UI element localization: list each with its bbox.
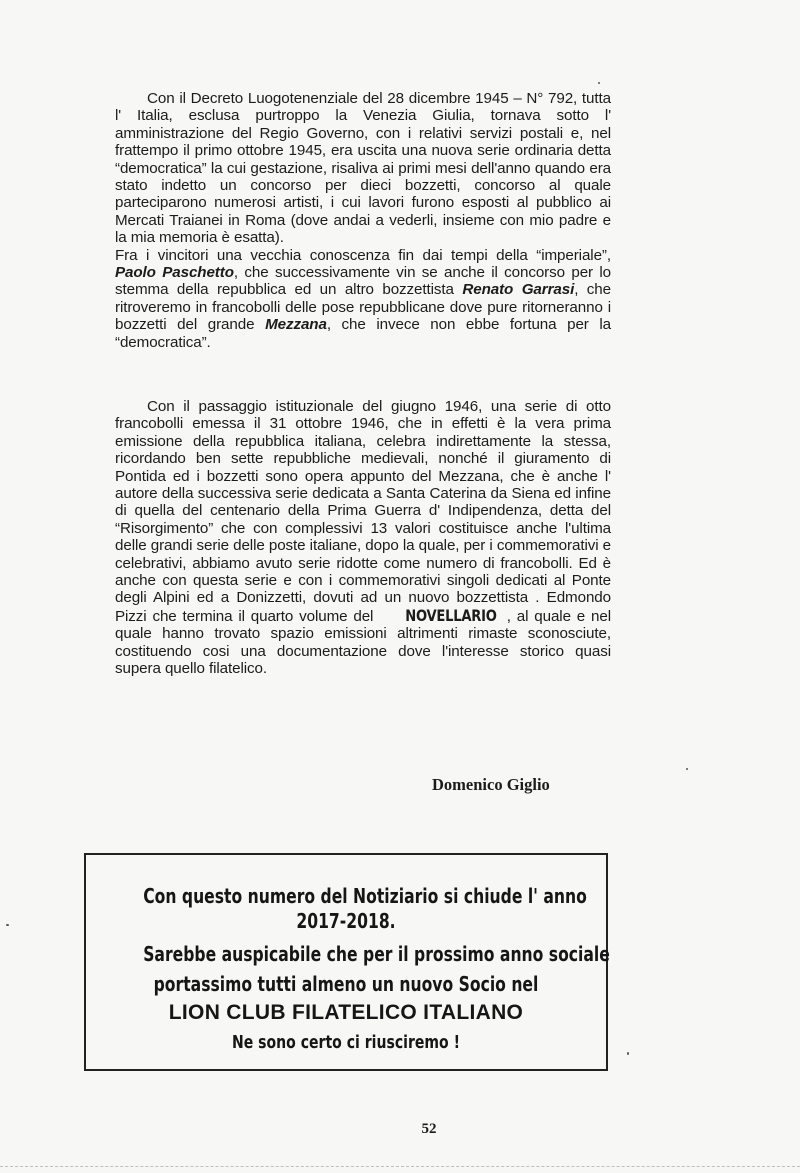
body-paragraph-1 — [115, 90, 611, 351]
paragraph-text: , che invece non ebbe fortuna per la “democratica”. — [115, 316, 611, 351]
notice-line: Ne sono certo ci riusciremo ! — [232, 1032, 460, 1053]
notice-line: portassimo tutti almeno un nuovo Socio nel — [153, 972, 539, 996]
paragraph-passaggio — [115, 398, 611, 678]
paragraph-text: , al quale e nel quale hanno trovato spazio emissioni altrimenti rimaste sconosciute, costituendo cosi una documentazione dove l'interesse storico quasi supera quello filatelico. — [115, 607, 611, 678]
notice-line: Con questo numero del Notiziario si chiude l' anno — [143, 884, 587, 908]
author-signature: Domenico Giglio — [432, 775, 550, 794]
notice-line: Sarebbe auspicabile che per il prossimo anno sociale — [143, 942, 610, 966]
scan-speck — [686, 768, 688, 770]
paragraph-text: , che successivamente vin se anche il concorso per lo stemma della repubblica ed un altro bozzettista — [115, 264, 611, 299]
body-paragraph-2 — [115, 398, 611, 678]
scan-speck — [6, 924, 9, 926]
paragraph-decreto — [115, 90, 611, 351]
page-number: 52 — [421, 1121, 437, 1137]
notice-box — [84, 853, 608, 1071]
notice-line: 2017-2018. — [296, 909, 396, 933]
paragraph-text: Fra i vincitori una vecchia conoscenza fin dai tempi della “imperiale”, — [115, 246, 611, 264]
paragraph-text: , che ritroveremo in francobolli delle pose repubblicane dove pure ritorneranno i bozzetti del grande — [115, 281, 611, 334]
artist-name: Paolo Paschetto — [115, 264, 234, 282]
paragraph-text: Con il passaggio istituzionale del giugno 1946, una serie di otto francobolli emessa il 31 ottobre 1946, che in effetti è la vera prima emissione della repubblica italiana, celebra indirettamente la stessa, ricordando ben sette repubbliche medievali, nonché il giuramento di Pontida ed i bozzetti sono opera appunto del Mezzana, che è anche l' autore della successiva serie dedicata a Santa Caterina da Siena ed infine di quella del centenario della Prima Guerra d' Indipendenza, detta del “Risorgimento” che con complessivi 13 valori costituisce anche l'ultima delle grandi serie delle poste italiane, dopo la quale, per i commemorativi e celebrativi, abbiamo avuto serie ridotte come numero di francobolli. Ed è anche con questa serie e con i commemorativi singoli dedicati al Ponte degli Alpini ed a Donizzetti, dovuti ad un nuovo bozzettista . Edmondo Pizzi che termina il quarto volume del — [115, 398, 611, 625]
publication-title: NOVELLARIO — [405, 605, 497, 625]
artist-name: Mezzana — [265, 316, 327, 334]
club-name: LION CLUB FILATELICO ITALIANO — [168, 1001, 524, 1024]
paragraph-text: Con il Decreto Luogotenenziale del 28 dicembre 1945 – N° 792, tutta l' Italia, esclusa purtroppo la Venezia Giulia, tornava sotto l' amministrazione del Regio Governo, con i relativi servizi postali e, nel frattempo il primo ottobre 1945, era uscita una nuova serie ordinaria detta “democratica” la cui gestazione, risaliva ai primi mesi dell'anno quando era stato indetto un concorso per dieci bozzetti, concorso al quale parteciparono numerosi artisti, i cui lavori furono esposti al pubblico ai Mercati Traianei in Roma (dove andai a vederli, insieme con mio padre e la mia memoria è esatta). — [115, 90, 611, 247]
artist-name: Renato Garrasi — [462, 281, 575, 299]
scan-speck — [598, 82, 600, 84]
scan-edge-line — [0, 1166, 800, 1167]
scan-speck — [627, 1052, 629, 1055]
